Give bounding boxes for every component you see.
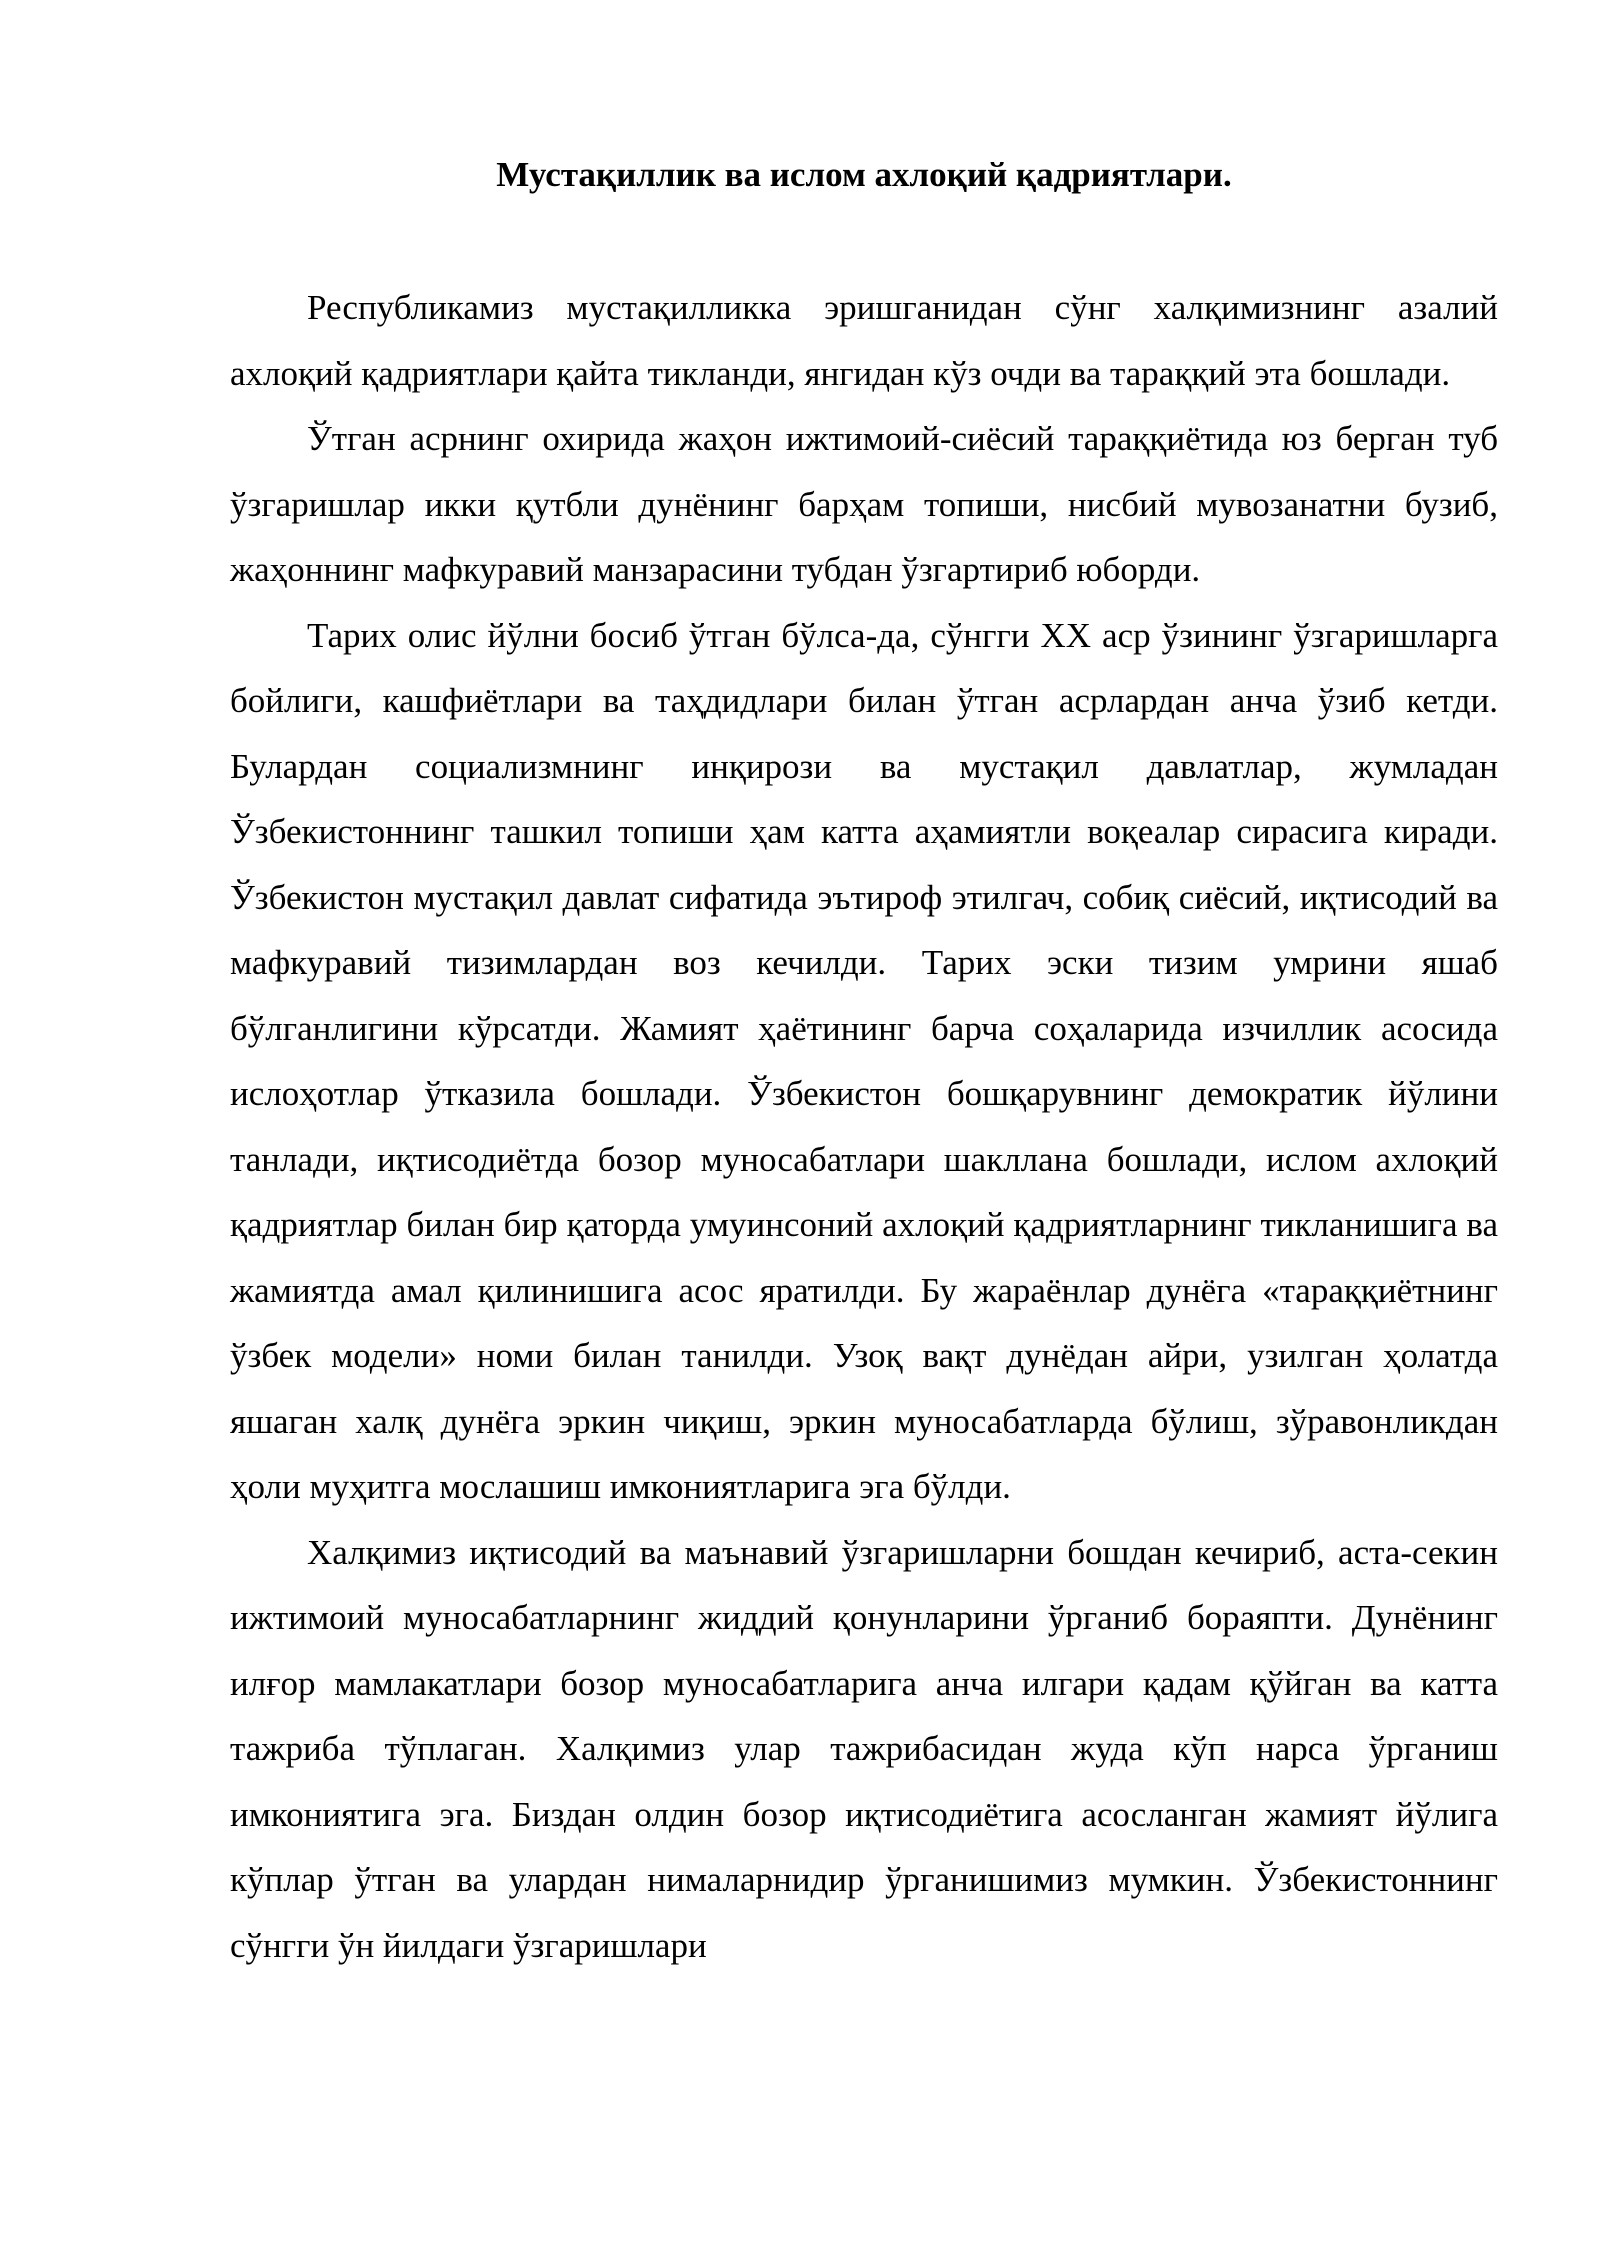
paragraph-3: Тарих олис йўлни босиб ўтган бўлса-да, сўнгги XX аср ўзининг ўзгаришларга бойлиги, кашфиётлари ва таҳдидлари билан ўтган асрлардан анча ўзиб кетди. Булардан социализмнинг инқирози ва мустақил давлатлар, жумладан Ўзбекистоннинг ташкил топиши ҳам катта аҳамиятли воқеалар сирасига киради. Ўзбекистон мустақил давлат сифатида эътироф этилгач, собиқ сиёсий, иқтисодий ва мафкуравий тизимлардан воз кечилди. Тарих эски тизим умрини яшаб бўлганлигини кўрсатди. Жамият ҳаётининг барча соҳаларида изчиллик асосида ислоҳотлар ўтказила бошлади. Ўзбекистон бошқарувнинг демократик йўлини танлади, иқтисодиётда бозор муносабатлари шакллана бошлади, ислом ахлоқий қадриятлар билан бир қаторда умуинсоний ахлоқий қадриятларнинг тикланишига ва жамиятда амал қилинишига асос яратилди. Бу жараёнлар дунёга «тараққиётнинг ўзбек модели» номи билан танилди. Узоқ вақт дунёдан айри, узилган ҳолатда яшаган халқ дунёга эркин чиқиш, эркин муносабатларда бўлиш, зўравонликдан ҳоли муҳитга мослашиш имкониятларига эга бўлди. [230, 615, 1498, 1506]
document-body [230, 275, 1498, 1978]
document-title: Мустақиллик ва ислом ахлоқий қадриятлари. [496, 155, 1232, 194]
paragraph-4: Халқимиз иқтисодий ва маънавий ўзгаришларни бошдан кечириб, аста-секин ижтимоий муносабатларнинг жиддий қонунларини ўрганиб бораяпти. Дунёнинг илғор мамлакатлари бозор муносабатларига анча илгари қадам қўйган ва катта тажриба тўплаган. Халқимиз улар тажрибасидан жуда кўп нарса ўрганиш имкониятига эга. Биздан олдин бозор иқтисодиётига асосланган жамият йўлига кўплар ўтган ва улардан нималарнидир ўрганишимиз мумкин. Ўзбекистоннинг сўнгги ўн йилдаги ўзгаришлари [230, 1532, 1498, 1965]
paragraph-2: Ўтган асрнинг охирида жаҳон ижтимоий-сиёсий тараққиётида юз берган туб ўзгаришлар икки қутбли дунёнинг барҳам топиши, нисбий мувозанатни бузиб, жаҳоннинг мафкуравий манзарасини тубдан ўзгартириб юборди. [230, 419, 1498, 589]
paragraph-1: Республикамиз мустақилликка эришганидан сўнг халқимизнинг азалий ахлоқий қадриятлари қайта тикланди, янгидан кўз очди ва тараққий эта бошлади. [230, 288, 1498, 393]
